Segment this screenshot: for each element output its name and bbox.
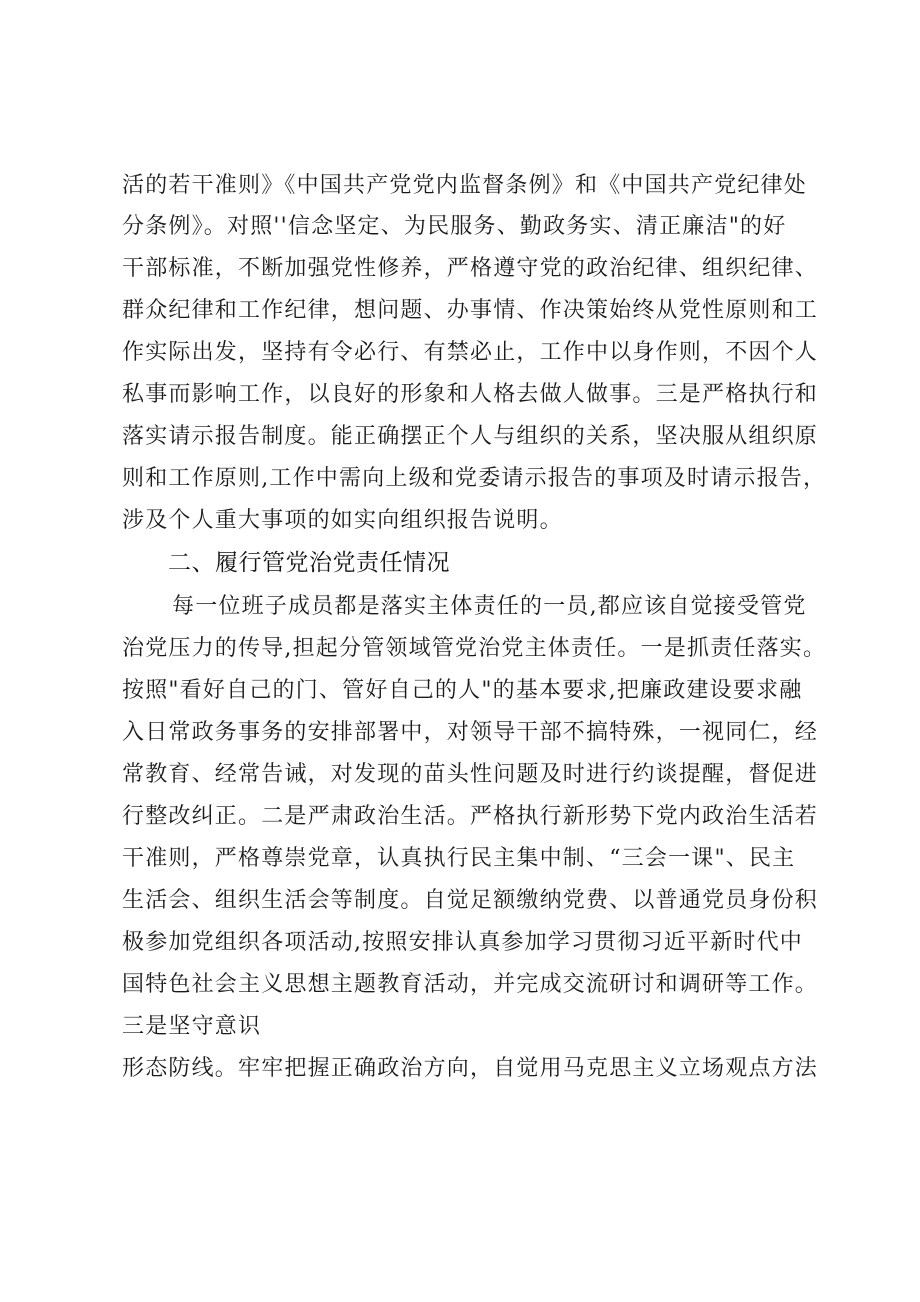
paragraph-line: 群众纪律和工作纪律，想问题、办事情、作决策始终从党性原则和工 [122,298,819,323]
paragraph-line: 干准则，严格尊崇党章，认真执行民主集中制、“三会一课"、民主 [122,846,796,871]
paragraph-line: 按照"看好自己的门、管好自己的人"的基本要求,把廉政建设要求融 [122,678,803,703]
paragraph-line: 作实际出发，坚持有令必行、有禁必止，工作中以身作则，不因个人 [122,340,819,365]
paragraph-line: 则和工作原则,工作中需向上级和党委请示报告的事项及时请示报告， [122,466,827,491]
paragraph-line: 分条例》。对照''信念坚定、为民服务、勤政务实、清正廉洁"的好 [122,214,787,239]
paragraph-line: 极参加党组织各项活动,按照安排认真参加学习贯彻习近平新时代中 [122,930,803,955]
paragraph-line: 私事而影响工作，以良好的形象和人格去做人做事。三是严格执行和 [122,382,819,407]
paragraph-line: 干部标准，不断加强党性修养，严格遵守党的政治纪律、组织纪律、 [122,256,819,281]
paragraph-line: 涉及个人重大事项的如实向组织报告说明。 [122,508,563,533]
section-heading: 二、履行管党治党责任情况 [168,550,450,576]
paragraph-line: 行整改纠正。二是严肃政治生活。严格执行新形势下党内政治生活若 [122,804,819,829]
paragraph-line: 生活会、组织生活会等制度。自觉足额缴纳党费、以普通党员身份积 [122,888,819,913]
paragraph-line: 活的若干准则》《中国共产党党内监督条例》和《中国共产党纪律处 [122,173,808,198]
paragraph-line: 三是坚守意识 [122,1014,262,1039]
paragraph-line: 治党压力的传导,担起分管领域管党治党主体责任。一是抓责任落实。 [122,636,827,661]
paragraph-line: 常教育、经常告诫，对发现的苗头性问题及时进行约谈提醒，督促进 [122,762,819,787]
paragraph-line: 每一位班子成员都是落实主体责任的一员,都应该自觉接受管党 [172,594,807,619]
paragraph-line: 形态防线。牢牢把握正确政治方向，自觉用马克思主义立场观点方法 [122,1056,819,1081]
paragraph-line: 落实请示报告制度。能正确摆正个人与组织的关系，坚决服从组织原 [122,424,819,449]
paragraph-line: 入日常政务事务的安排部署中，对领导干部不搞特殊，一视同仁，经 [122,720,819,745]
paragraph-line: 国特色社会主义思想主题教育活动，并完成交流研讨和调研等工作。 [122,972,819,997]
